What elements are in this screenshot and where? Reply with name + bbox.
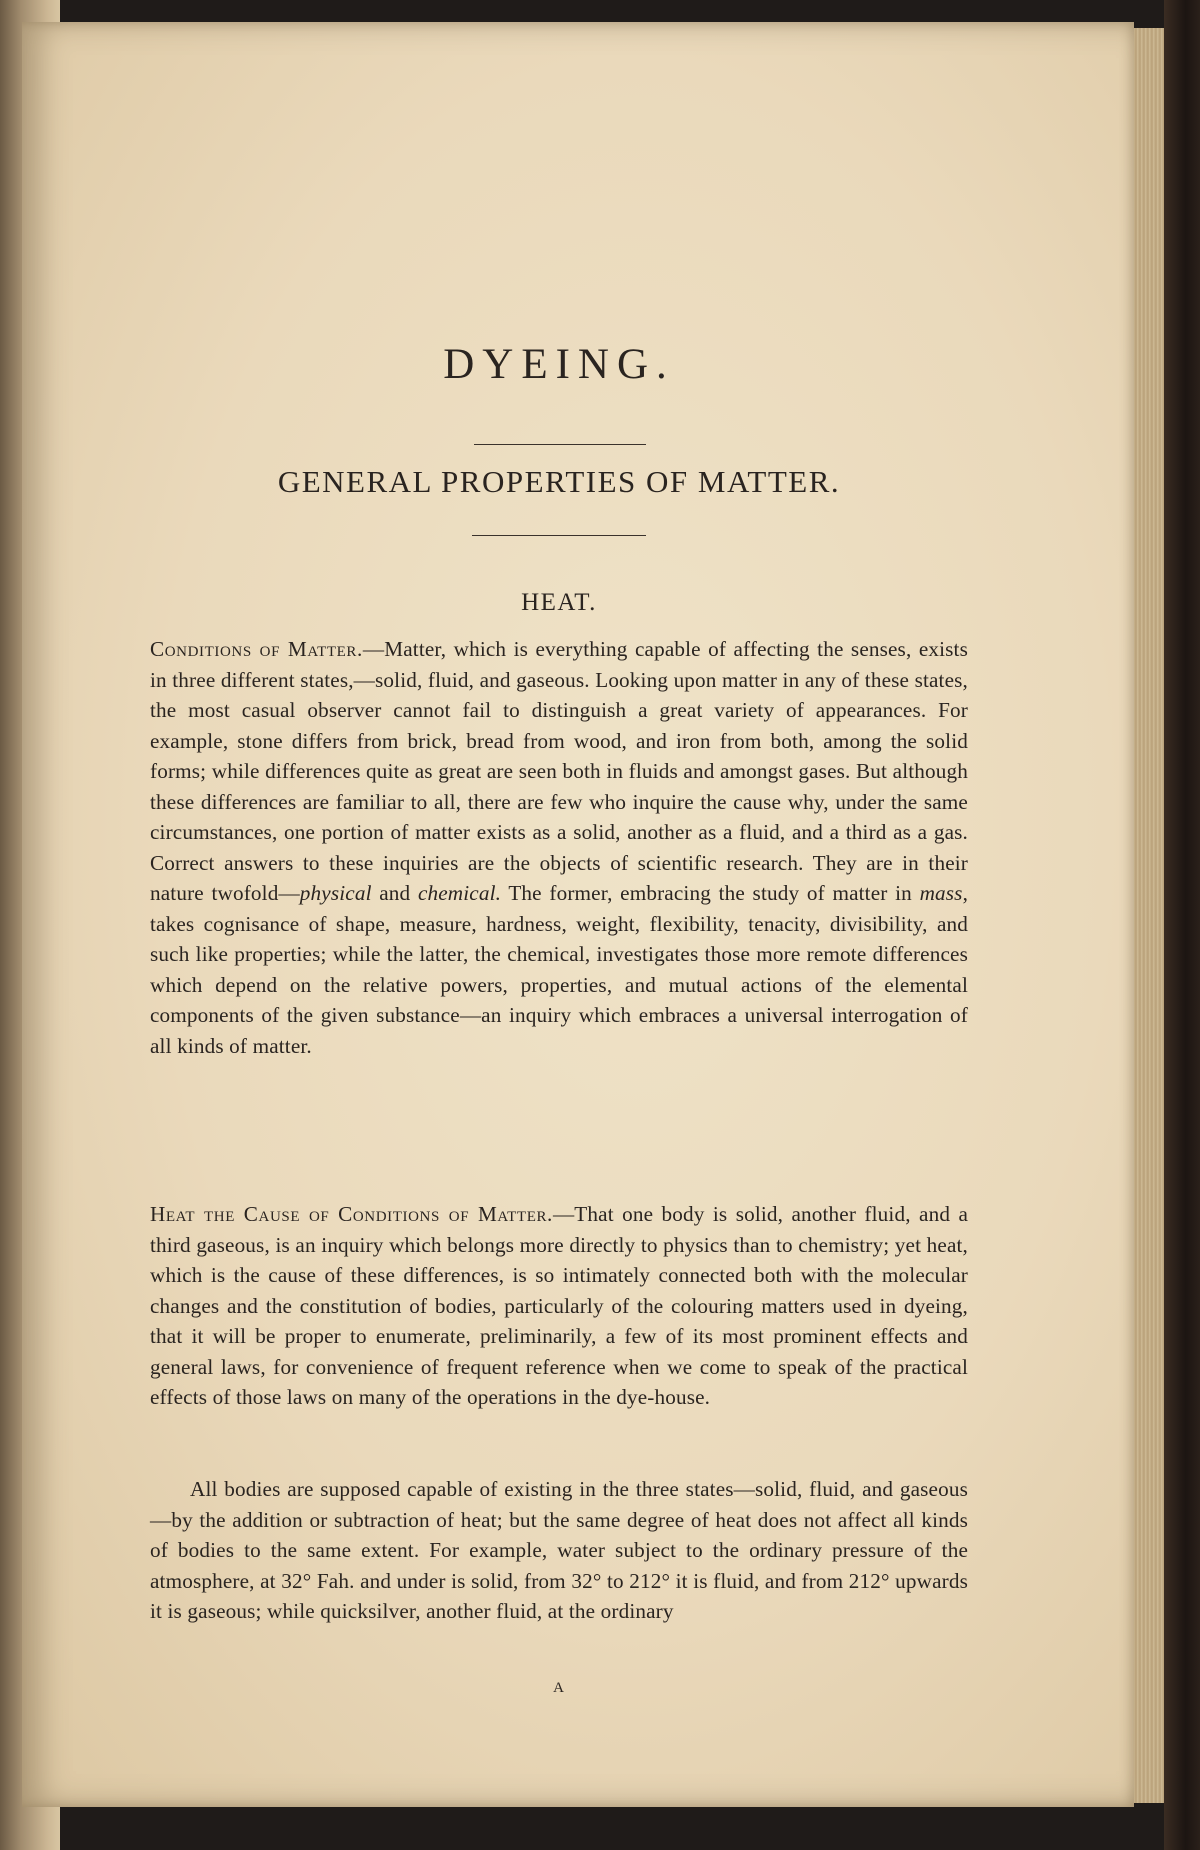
signature-mark: A <box>553 1680 565 1696</box>
title-rule-top <box>474 444 646 445</box>
paragraph-text: The former, embracing the study of matter in <box>501 881 920 905</box>
page-title: DYEING. <box>443 341 675 388</box>
book-page <box>22 22 1134 1807</box>
emphasis-chemical: chemical. <box>417 881 502 905</box>
book-cover-edge <box>1164 0 1200 1850</box>
paragraph-heading: Conditions of Matter. <box>150 637 363 661</box>
title-rule-bottom <box>472 535 646 536</box>
page-fore-edge <box>1134 28 1164 1803</box>
paragraph-text: and <box>371 881 418 905</box>
subsection-title: HEAT. <box>521 589 597 616</box>
paragraph-heat-cause <box>150 1199 968 1413</box>
paragraph-all-bodies: All bodies are supposed capable of existing in the three states—solid, fluid, and gaseous—by the addition or subtraction of heat; but the same degree of heat does not affect all kinds of bodies to the same extent. For example, water subject to the ordinary pressure of the atmosphere, at 32° Fah. and under is solid, from 32° to 212° it is fluid, and from 212° upwards it is gaseous; while quicksilver, another fluid, at the ordinary <box>150 1477 968 1623</box>
emphasis-mass: mass <box>919 881 963 905</box>
paragraph-heading: Heat the Cause of Conditions of Matter. <box>150 1202 553 1226</box>
paragraph-text: , takes cognisance of shape, measure, hardness, weight, flexibility, tenacity, divisibility, and such like properties; while the latter, the chemical, investigates those more remote differences which depend on the relative powers, properties, and mutual actions of the elemental components of the given substance—an inquiry which embraces a universal interrogation of all kinds of matter. <box>150 881 969 1058</box>
paragraph-text: —That one body is solid, another fluid, and a third gaseous, is an inquiry which belongs more directly to physics than to chemistry; yet heat, which is the cause of these differences, is so intimately connected both with the molecular changes and the constitution of bodies, particularly of the colouring matters used in dyeing, that it will be proper to enumerate, preliminarily, a few of its most prominent effects and general laws, for convenience of frequent reference when we come to speak of the practical effects of those laws on many of the operations in the dye-house. <box>150 1202 968 1409</box>
paragraph-conditions-of-matter <box>150 634 968 1061</box>
emphasis-physical: physical <box>299 881 372 905</box>
section-title: GENERAL PROPERTIES OF MATTER. <box>277 464 841 499</box>
paragraph-text: —Matter, which is everything capable of affecting the senses, exists in three different states,—solid, fluid, and gaseous. Looking upon matter in any of these states, the most casual observer cannot fail to distinguish a great variety of appearances. For example, stone differs from brick, bread from wood, and iron from both, among the solid forms; while differences quite as great are seen both in fluids and amongst gases. But although these differences are familiar to all, there are few who inquire the cause why, under the same circumstances, one portion of matter exists as a solid, another as a fluid, and a third as a gas. Correct answers to these inquiries are the objects of scientific research. They are in their nature twofold— <box>150 637 968 905</box>
